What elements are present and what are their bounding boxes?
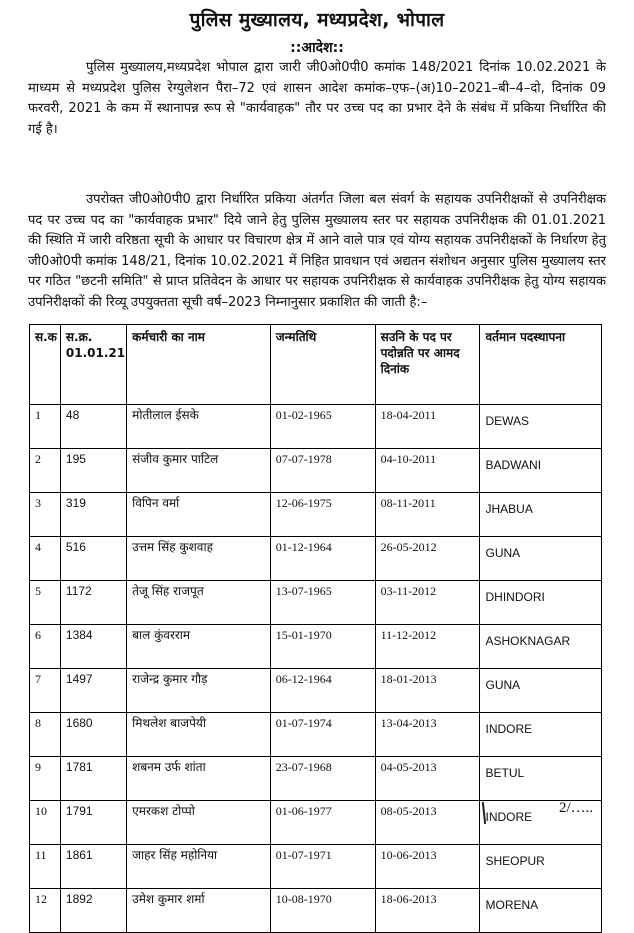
table-body [30, 405, 602, 933]
table-row [30, 889, 602, 933]
table-row [30, 537, 602, 581]
cell-employee-name: एमरकश टोप्पो [127, 801, 271, 845]
cell-current-posting: DEWAS [480, 405, 602, 449]
cell-serial: 4 [30, 537, 61, 581]
cell-employee-name: बाल कुंवरराम [127, 625, 271, 669]
table-row [30, 757, 602, 801]
cell-date-of-birth: 10-08-1970 [270, 889, 375, 933]
table-row [30, 669, 602, 713]
cell-promotion-date: 18-06-2013 [375, 889, 480, 933]
cell-current-posting: INDORE [480, 713, 602, 757]
cell-employee-name: उमेश कुमार शर्मा [127, 889, 271, 933]
cell-serial: 5 [30, 581, 61, 625]
cell-promotion-date: 13-04-2013 [375, 713, 480, 757]
cell-employee-name: राजेन्द्र कुमार गौड़ [127, 669, 271, 713]
cell-seniority-no: 1781 [60, 757, 126, 801]
cell-serial: 1 [30, 405, 61, 449]
cell-date-of-birth: 13-07-1965 [270, 581, 375, 625]
cell-serial: 12 [30, 889, 61, 933]
cell-employee-name: उत्तम सिंह कुशवाह [127, 537, 271, 581]
suitability-list-table [29, 324, 602, 933]
cell-serial: 3 [30, 493, 61, 537]
cell-current-posting: GUNA [480, 537, 602, 581]
cell-seniority-no: 1384 [60, 625, 126, 669]
table-row [30, 405, 602, 449]
cell-promotion-date: 26-05-2012 [375, 537, 480, 581]
cell-employee-name: विपिन वर्मा [127, 493, 271, 537]
table-row [30, 449, 602, 493]
cell-promotion-date: 04-10-2011 [375, 449, 480, 493]
cell-serial: 8 [30, 713, 61, 757]
cell-current-posting: SHEOPUR [480, 845, 602, 889]
table-row [30, 625, 602, 669]
cell-employee-name: मिथलेश बाजपेयी [127, 713, 271, 757]
cell-promotion-date: 04-05-2013 [375, 757, 480, 801]
cell-date-of-birth: 23-07-1968 [270, 757, 375, 801]
cell-seniority-no: 48 [60, 405, 126, 449]
cell-current-posting: DHINDORI [480, 581, 602, 625]
table-row [30, 801, 602, 845]
cell-promotion-date: 03-11-2012 [375, 581, 480, 625]
cell-seniority-no: 1791 [60, 801, 126, 845]
cell-promotion-date: 18-01-2013 [375, 669, 480, 713]
table-row [30, 713, 602, 757]
cell-serial: 2 [30, 449, 61, 493]
header-employee-name: कर्मचारी का नाम [127, 325, 271, 405]
cell-employee-name: संजीव कुमार पाटिल [127, 449, 271, 493]
page-continuation-marker: 2/….. [559, 800, 594, 816]
cell-serial: 6 [30, 625, 61, 669]
cell-seniority-no: 1892 [60, 889, 126, 933]
table-row [30, 845, 602, 889]
cell-date-of-birth: 01-07-1974 [270, 713, 375, 757]
cell-current-posting: BADWANI [480, 449, 602, 493]
cell-employee-name: शबनम उर्फ शांता [127, 757, 271, 801]
order-heading: ::आदेश:: [290, 40, 344, 56]
cell-employee-name: जाहर सिंह महोनिया [127, 845, 271, 889]
cell-current-posting: BETUL [480, 757, 602, 801]
cell-employee-name: तेजू सिंह राजपूत [127, 581, 271, 625]
cell-date-of-birth: 06-12-1964 [270, 669, 375, 713]
cell-seniority-no: 516 [60, 537, 126, 581]
cell-date-of-birth: 01-06-1977 [270, 801, 375, 845]
cell-date-of-birth: 01-02-1965 [270, 405, 375, 449]
cell-serial: 7 [30, 669, 61, 713]
cell-seniority-no: 1497 [60, 669, 126, 713]
header-seniority-no: स.क्र. 01.01.21 [60, 325, 126, 405]
cell-promotion-date: 11-12-2012 [375, 625, 480, 669]
cell-serial: 10 [30, 801, 61, 845]
cell-promotion-date: 10-06-2013 [375, 845, 480, 889]
header-promotion-date: सउनि के पद पर पदोन्नति पर आमद दिनांक [375, 325, 480, 405]
cell-employee-name: मोतीलाल ईसके [127, 405, 271, 449]
document-title: पुलिस मुख्यालय, मध्यप्रदेश, भोपाल [189, 9, 445, 31]
cell-promotion-date: 18-04-2011 [375, 405, 480, 449]
cell-current-posting: INDORE [480, 801, 602, 845]
cell-date-of-birth: 15-01-1970 [270, 625, 375, 669]
header-date-of-birth: जन्मतिथि [270, 325, 375, 405]
cell-promotion-date: 08-05-2013 [375, 801, 480, 845]
paragraph-intro: पुलिस मुख्यालय,मध्यप्रदेश भोपाल द्वारा जारी जी0ओ0पी0 कमांक 148/2021 दिनांक 10.02.2021 के माध्यम से मध्यप्रदेश पुलिस रेग्युलेशन पैरा–72 एवं शासन आदेश कमांक–एफ–(अ)10–2021–बी–4–दो, दिनांक 09 फरवरी, 2021 के कम में स्थानापन्न रूप से "कार्यवाहक" तौर पर उच्च पद का प्रभार देने के संबंध में प्रकिया निर्धारित की गई है। [28, 60, 606, 137]
cell-seniority-no: 195 [60, 449, 126, 493]
table-header-row [30, 325, 602, 405]
cell-serial: 9 [30, 757, 61, 801]
cell-date-of-birth: 07-07-1978 [270, 449, 375, 493]
cell-date-of-birth: 01-12-1964 [270, 537, 375, 581]
cell-seniority-no: 1680 [60, 713, 126, 757]
header-current-posting: वर्तमान पदस्थापना [480, 325, 602, 405]
cell-current-posting: ASHOKNAGAR [480, 625, 602, 669]
cell-current-posting: MORENA [480, 889, 602, 933]
paragraph-details: उपरोक्त जी0ओ0पी0 द्वारा निर्धारित प्रकिया अंतर्गत जिला बल संवर्ग के सहायक उपनिरीक्षकों से उपनिरीक्षक पद पर उच्च पद का "कार्यवाहक प्रभार" दिये जाने हेतु पुलिस मुख्यालय स्तर पर सहायक उपनिरीक्षक की 01.01.2021 की स्थिति में जारी वरिष्ठता सूची के आधार पर विचारण क्षेत्र में आने वाले पात्र एवं योग्य सहायक उपनिरीक्षकों के निर्धारण हेतु जी0ओ0पी कमांक 148/21, दिनांक 10.02.2021 में निहित प्रावधान एवं अद्यतन संशोधन अनुसार पुलिस मुख्यालय स्तर पर गठित "छटनी समिति" से प्राप्त प्रतिवेदन के आधार पर सहायक उपनिरीक्षक से कार्यवाहक उपनिरीक्षक हेतु योग्य सहायक उपनिरीक्षकों की रिव्यू उपयुक्तता सूची वर्ष–2023 निम्नानुसार प्रकाशित की जाती है:– [28, 192, 606, 310]
cell-seniority-no: 1172 [60, 581, 126, 625]
cell-seniority-no: 1861 [60, 845, 126, 889]
cell-date-of-birth: 01-07-1971 [270, 845, 375, 889]
header-serial: स.क [30, 325, 61, 405]
cell-serial: 11 [30, 845, 61, 889]
cell-promotion-date: 08-11-2011 [375, 493, 480, 537]
cell-seniority-no: 319 [60, 493, 126, 537]
table-row [30, 493, 602, 537]
cell-date-of-birth: 12-06-1975 [270, 493, 375, 537]
cell-current-posting: JHABUA [480, 493, 602, 537]
table-row [30, 581, 602, 625]
cell-current-posting: GUNA [480, 669, 602, 713]
